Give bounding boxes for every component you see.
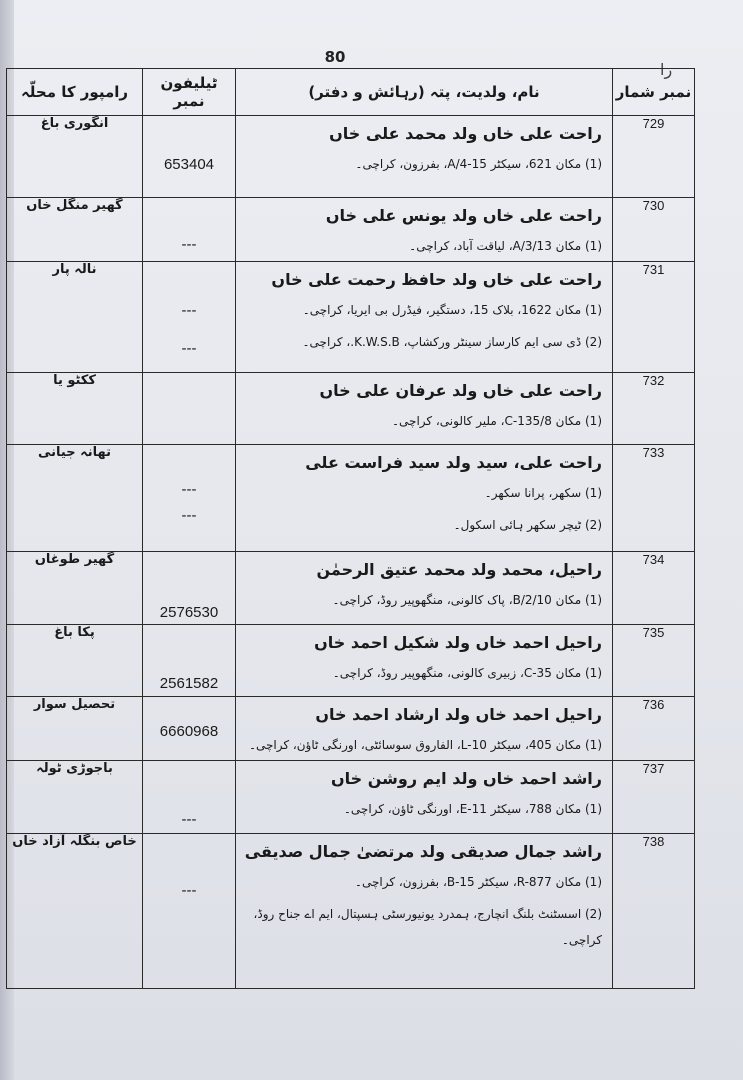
phone-number: 2561582	[159, 675, 219, 692]
area-name: باجوڑی ٹولہ	[7, 761, 143, 834]
address-line: (1) مکان C-135/8، ملیر کالونی، کراچی۔	[392, 414, 602, 428]
area-name: نالہ پار	[7, 262, 143, 373]
name-address-cell	[236, 834, 613, 989]
phone-number: 653404	[163, 156, 215, 173]
table-row	[7, 198, 695, 262]
address-line: (1) مکان B/2/10، پاک کالونی، منگھوپیر روڈ، کراچی۔	[332, 593, 602, 607]
header-phone: ٹیلیفون نمبر	[143, 69, 236, 116]
person-name: راحت علی خاں ولد حافظ رحمت علی خاں	[271, 270, 602, 289]
area-name: تھانہ جیانی	[7, 445, 143, 552]
person-name: راحیل، محمد ولد محمد عتیق الرحمٰن	[316, 560, 602, 579]
serial-number: 732	[613, 373, 695, 445]
table-row	[7, 697, 695, 761]
name-address-cell	[236, 373, 613, 445]
address-line: (2) ڈی سی ایم کارساز سینٹر ورکشاپ، K.W.S.B.، کراچی۔	[302, 335, 602, 349]
person-name: راحت علی، سید ولد سید فراست علی	[305, 453, 602, 472]
phone-number: ---	[181, 811, 197, 828]
corner-mark: را	[660, 60, 673, 79]
phone-number: ---	[181, 340, 197, 357]
name-address-cell	[236, 761, 613, 834]
area-name: تحصیل سوار	[7, 697, 143, 761]
name-address-cell	[236, 262, 613, 373]
serial-number: 730	[613, 198, 695, 262]
address-line: (1) مکان 788، سیکٹر E-11، اورنگی ٹاؤن، کراچی۔	[343, 802, 602, 816]
phone-cell	[143, 116, 236, 198]
name-address-cell	[236, 625, 613, 697]
phone-number: ---	[181, 882, 197, 899]
address-line: (2) ٹیچر سکھر ہائی اسکول۔	[453, 518, 602, 532]
table-row	[7, 552, 695, 625]
serial-number: 736	[613, 697, 695, 761]
serial-number: 738	[613, 834, 695, 989]
header-row	[7, 69, 695, 116]
phone-number: ---	[181, 481, 197, 498]
person-name: راحت علی خاں ولد یونس علی خاں	[325, 206, 602, 225]
phone-number: ---	[181, 302, 197, 319]
table-row	[7, 116, 695, 198]
area-name: پکا باغ	[7, 625, 143, 697]
phone-cell	[143, 552, 236, 625]
phone-cell	[143, 198, 236, 262]
address-line: (1) مکان 621، سیکٹر 15-A/4، بفرزون، کراچی۔	[355, 157, 602, 171]
table-row	[7, 445, 695, 552]
table-row	[7, 373, 695, 445]
name-address-cell	[236, 445, 613, 552]
phone-number: 2576530	[159, 604, 219, 621]
header-serial: نمبر شمار	[613, 69, 695, 116]
person-name: راحت علی خاں ولد عرفان علی خاں	[319, 381, 602, 400]
phone-number: ---	[181, 507, 197, 524]
phone-cell	[143, 373, 236, 445]
table-row	[7, 834, 695, 989]
serial-number: 734	[613, 552, 695, 625]
person-name: راشد جمال صدیقی ولد مرتضیٰ جمال صدیقی	[244, 842, 602, 861]
phone-cell	[143, 445, 236, 552]
header-area: رامپور کا محلّہ	[7, 69, 143, 116]
address-line: (1) مکان C-35، زبیری کالونی، منگھوپیر روڈ، کراچی۔	[332, 666, 602, 680]
serial-number: 733	[613, 445, 695, 552]
area-name: ککٹو یا	[7, 373, 143, 445]
phone-cell	[143, 761, 236, 834]
person-name: راحیل احمد خاں ولد ارشاد احمد خاں	[315, 705, 602, 724]
address-line: (1) مکان 3/13/A، لیاقت آباد، کراچی۔	[409, 239, 602, 253]
name-address-cell	[236, 697, 613, 761]
serial-number: 729	[613, 116, 695, 198]
person-name: راحیل احمد خاں ولد شکیل احمد خاں	[314, 633, 602, 652]
address-line: (2) اسسٹنٹ بلنگ انچارج، ہمدرد یونیورسٹی ہسپتال، ایم اے جناح روڈ، کراچی۔	[253, 907, 602, 947]
table-row	[7, 262, 695, 373]
area-name: خاص بنگلہ آزاد خاں	[7, 834, 143, 989]
serial-number: 731	[613, 262, 695, 373]
phone-number: 6660968	[159, 723, 219, 740]
area-name: انگوری باغ	[7, 116, 143, 198]
table-row	[7, 625, 695, 697]
address-line: (1) مکان R-877، سیکٹر B-15، بفرزون، کراچی۔	[354, 875, 602, 889]
serial-number: 735	[613, 625, 695, 697]
phone-cell	[143, 625, 236, 697]
phone-cell	[143, 697, 236, 761]
area-name: گھیر منگل خاں	[7, 198, 143, 262]
person-name: راحت علی خاں ولد محمد علی خاں	[329, 124, 602, 143]
phone-cell	[143, 834, 236, 989]
page-number: 80	[324, 48, 346, 66]
table-row	[7, 761, 695, 834]
phone-number: ---	[181, 236, 197, 253]
serial-number: 737	[613, 761, 695, 834]
address-line: (1) سکھر، پرانا سکھر۔	[484, 486, 602, 500]
name-address-cell	[236, 198, 613, 262]
address-line: (1) مکان 405، سیکٹر L-10، الفاروق سوسائٹی، اورنگی ٹاؤن، کراچی۔	[248, 738, 602, 752]
header-name: نام، ولدیت، پتہ (رہائش و دفتر)	[236, 69, 613, 116]
area-name: گھیر طوغاں	[7, 552, 143, 625]
person-name: راشد احمد خاں ولد ایم روشن خاں	[331, 769, 602, 788]
name-address-cell	[236, 552, 613, 625]
address-line: (1) مکان 1622، بلاک 15، دستگیر، فیڈرل بی ایریا، کراچی۔	[302, 303, 602, 317]
phone-cell	[143, 262, 236, 373]
directory-table	[6, 68, 695, 989]
name-address-cell	[236, 116, 613, 198]
